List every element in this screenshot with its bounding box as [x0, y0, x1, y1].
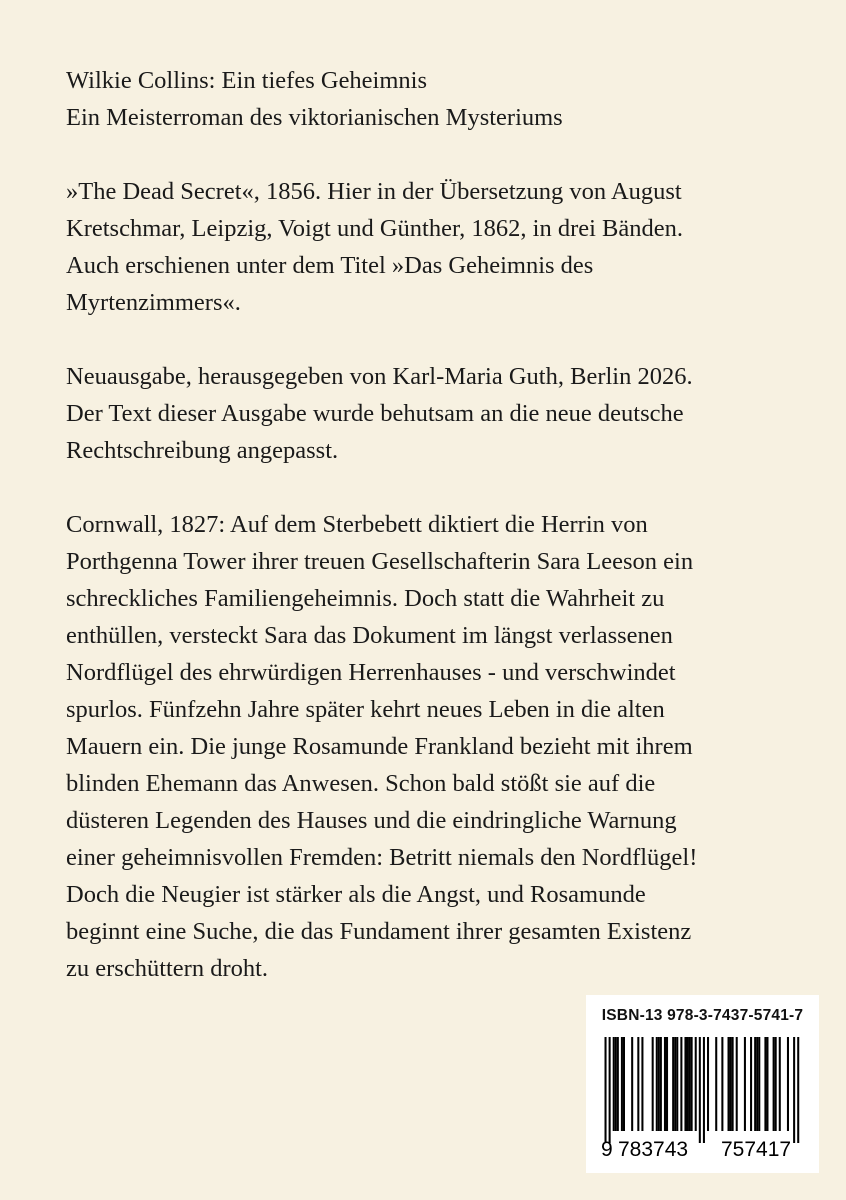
barcode-bar: [773, 1037, 775, 1131]
barcode-bar: [691, 1037, 693, 1131]
barcode-bar: [615, 1037, 617, 1131]
barcode-bar: [728, 1037, 730, 1131]
barcode-first-digit: 9: [601, 1138, 613, 1161]
barcode-bar: [676, 1037, 678, 1131]
edition-line: Neuausgabe, herausgegeben von Karl-Maria Guth, Berlin 2026.: [66, 363, 693, 390]
source-paragraph: [66, 173, 786, 321]
barcode-bar: [637, 1037, 639, 1131]
barcode-bar: [656, 1037, 658, 1131]
barcode-bar: [621, 1037, 623, 1131]
barcode-bar: [641, 1037, 643, 1131]
barcode-bar: [687, 1037, 689, 1131]
blurb-line: Doch die Neugier ist stärker als die Angst, und Rosamunde: [66, 881, 646, 908]
edition-line: Der Text dieser Ausgabe wurde behutsam an die neue deutsche: [66, 400, 684, 427]
barcode-bar: [652, 1037, 654, 1131]
blurb-line: einer geheimnisvollen Fremden: Betritt niemals den Nordflügel!: [66, 844, 698, 871]
barcode-bar: [775, 1037, 777, 1131]
barcode-bars: [605, 1037, 800, 1143]
barcode-bar: [613, 1037, 615, 1131]
barcode-bar: [684, 1037, 686, 1131]
barcode-bar: [631, 1037, 633, 1131]
barcode-guard-bar: [703, 1037, 705, 1143]
isbn-label: ISBN-13 978-3-7437-5741-7: [601, 1007, 804, 1024]
blurb-line: Nordflügel des ehrwürdigen Herrenhauses - und verschwindet: [66, 659, 676, 686]
back-cover-text: [66, 62, 786, 1024]
barcode-right-digits: 757417: [721, 1138, 792, 1161]
barcode-guard-bar: [609, 1037, 611, 1143]
barcode-bar: [758, 1037, 760, 1131]
barcode-left-digits: 783743: [618, 1138, 689, 1161]
barcode-bar: [664, 1037, 666, 1131]
barcode-bar: [750, 1037, 752, 1131]
barcode-guard-bar: [797, 1037, 799, 1143]
barcode-bar: [736, 1037, 738, 1131]
blurb-line: zu erschüttern droht.: [66, 955, 269, 982]
barcode-bar: [617, 1037, 619, 1131]
barcode-bar: [715, 1037, 717, 1131]
blurb-line: enthüllen, versteckt Sara das Dokument im längst verlassenen: [66, 622, 673, 649]
barcode-bar: [672, 1037, 674, 1131]
blurb-line: Porthgenna Tower ihrer treuen Gesellschafterin Sara Leeson ein: [66, 548, 694, 575]
source-line: Auch erschienen unter dem Titel »Das Geheimnis des: [66, 252, 594, 279]
author-title: Wilkie Collins: Ein tiefes Geheimnis: [66, 67, 428, 94]
barcode-bar: [779, 1037, 781, 1131]
barcode-bar: [658, 1037, 660, 1131]
isbn-barcode-box: [586, 995, 819, 1173]
blurb-line: schreckliches Familiengeheimnis. Doch statt die Wahrheit zu: [66, 585, 665, 612]
source-line: Kretschmar, Leipzig, Voigt und Günther, 1862, in drei Bänden.: [66, 215, 683, 242]
barcode-guard-bar: [793, 1037, 795, 1143]
blurb-line: beginnt eine Suche, die das Fundament ihrer gesamten Existenz: [66, 918, 692, 945]
barcode-bar: [730, 1037, 732, 1131]
barcode-bar: [707, 1037, 709, 1131]
blurb-line: düsteren Legenden des Hauses und die eindringliche Warnung: [66, 807, 677, 834]
blurb-line: Cornwall, 1827: Auf dem Sterbebett diktiert die Herrin von: [66, 511, 648, 538]
barcode-bar: [744, 1037, 746, 1131]
source-line: »The Dead Secret«, 1856. Hier in der Übersetzung von August: [66, 178, 682, 205]
barcode-bar: [689, 1037, 691, 1131]
title-block: [66, 62, 786, 136]
barcode-bar: [756, 1037, 758, 1131]
barcode-bar: [695, 1037, 697, 1131]
barcode-bar: [721, 1037, 723, 1131]
blurb-line: blinden Ehemann das Anwesen. Schon bald stößt sie auf die: [66, 770, 656, 797]
subtitle: Ein Meisterroman des viktorianischen Mysteriums: [66, 104, 563, 131]
source-line: Myrtenzimmers«.: [66, 289, 241, 316]
barcode-guard-bar: [605, 1037, 607, 1143]
barcode: [586, 1033, 819, 1169]
edition-line: Rechtschreibung angepasst.: [66, 437, 339, 464]
blurb-paragraph: [66, 506, 786, 987]
barcode-bar: [666, 1037, 668, 1131]
barcode-bar: [623, 1037, 625, 1131]
barcode-guard-bar: [699, 1037, 701, 1143]
barcode-bar: [766, 1037, 768, 1131]
barcode-bar: [680, 1037, 682, 1131]
blurb-line: spurlos. Fünfzehn Jahre später kehrt neues Leben in die alten: [66, 696, 665, 723]
barcode-bar: [754, 1037, 756, 1131]
barcode-bar: [732, 1037, 734, 1131]
edition-paragraph: [66, 358, 786, 469]
barcode-bar: [787, 1037, 789, 1131]
barcode-bar: [674, 1037, 676, 1131]
barcode-bar: [660, 1037, 662, 1131]
blurb-line: Mauern ein. Die junge Rosamunde Frankland bezieht mit ihrem: [66, 733, 693, 760]
barcode-bar: [764, 1037, 766, 1131]
